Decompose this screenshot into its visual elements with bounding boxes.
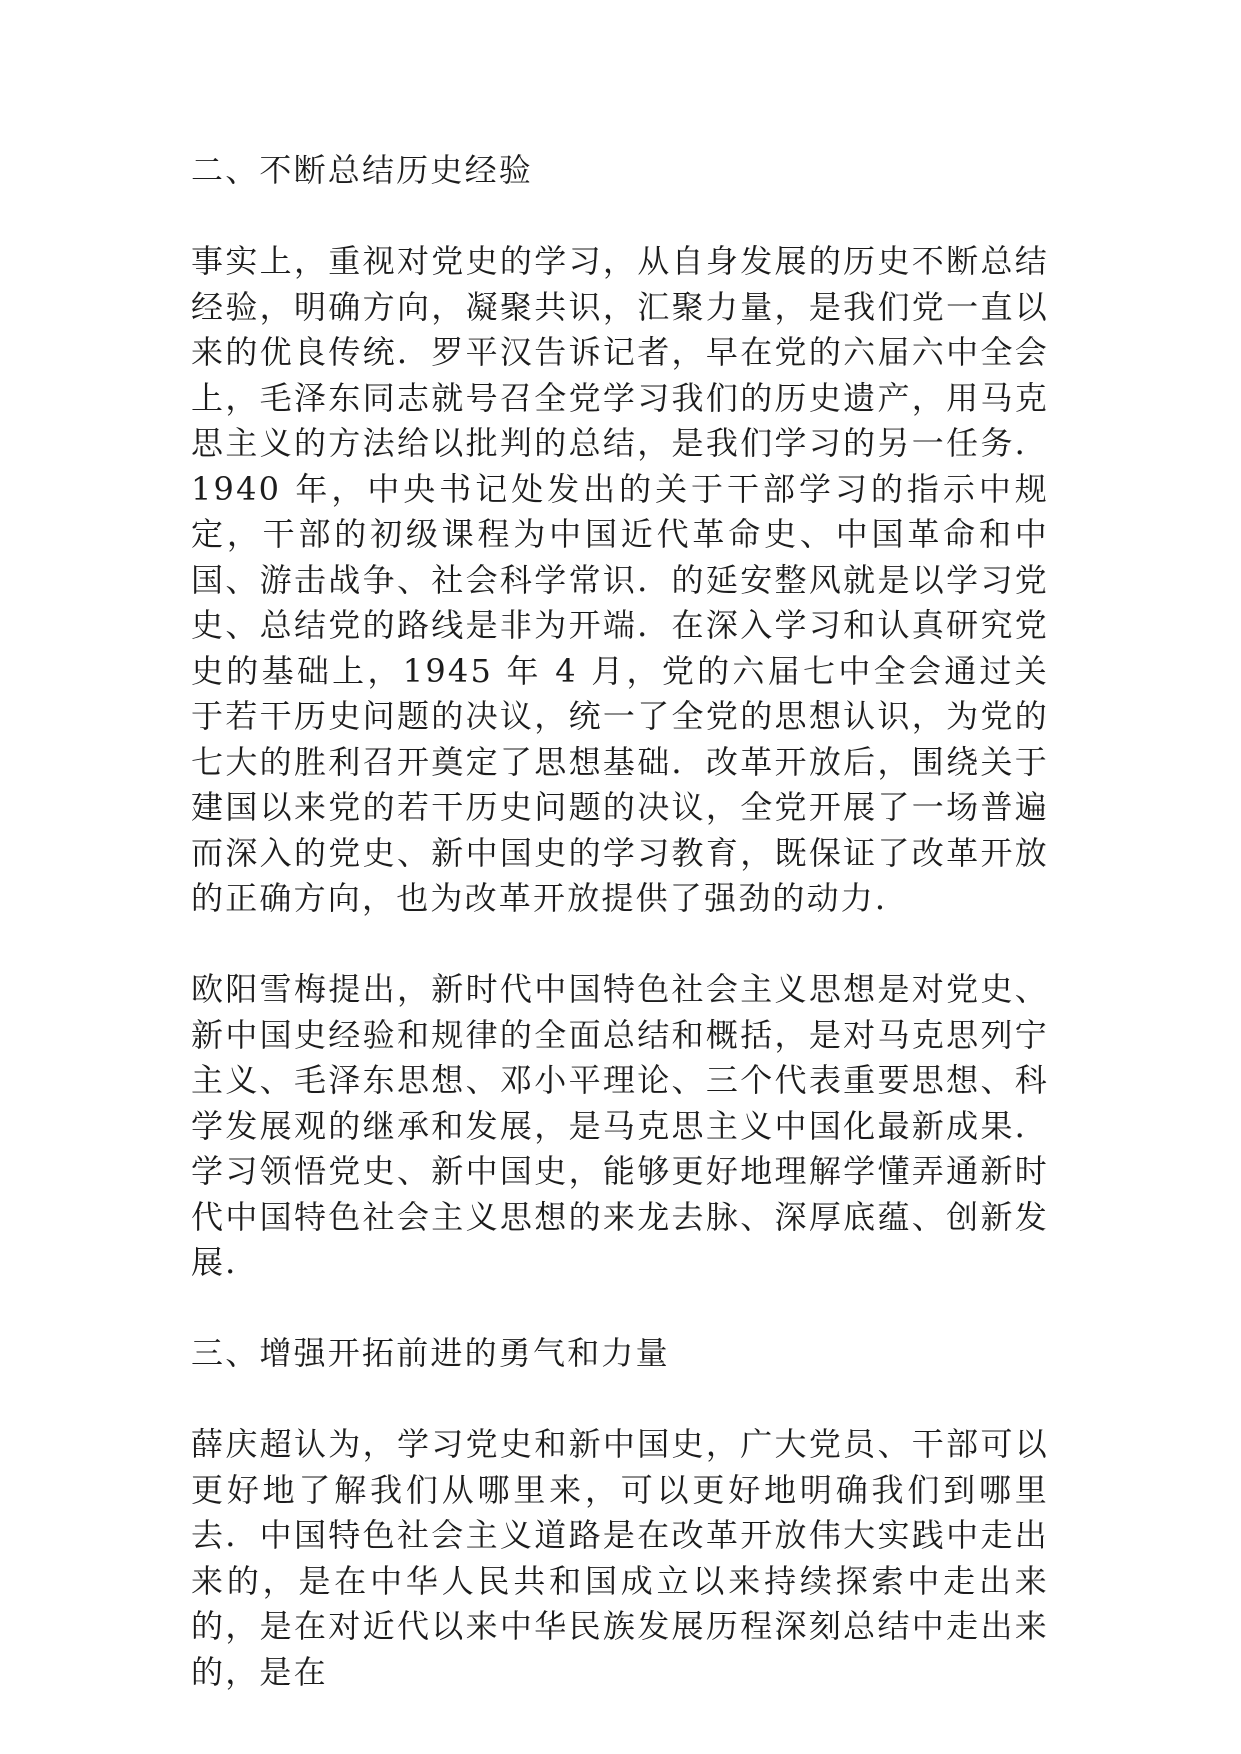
section-heading: 三、增强开拓前进的勇气和力量 [191,1334,670,1372]
section-heading: 二、不断总结历史经验 [191,151,534,189]
document-body [191,148,1049,1741]
body-paragraph: 薛庆超认为，学习党史和新中国史，广大党员、干部可以更好地了解我们从哪里来，可以更好地明确我们到哪里去．中国特色社会主义道路是在改革开放伟大实践中走出来的，是在中华人民共和国成立以来持续探索中走出来的，是在对近代以来中华民族发展历程深刻总结中走出来的，是在 [191,1425,1049,1691]
body-paragraph: 欧阳雪梅提出，新时代中国特色社会主义思想是对党史、新中国史经验和规律的全面总结和概括，是对马克思列宁主义、毛泽东思想、邓小平理论、三个代表重要思想、科学发展观的继承和发展，是马克思主义中国化最新成果．学习领悟党史、新中国史，能够更好地理解学懂弄通新时代中国特色社会主义思想的来龙去脉、深厚底蕴、创新发展． [191,970,1049,1281]
body-paragraph: 事实上，重视对党史的学习，从自身发展的历史不断总结经验，明确方向，凝聚共识，汇聚力量，是我们党一直以来的优良传统．罗平汉告诉记者，早在党的六届六中全会上，毛泽东同志就号召全党学习我们的历史遗产，用马克思主义的方法给以批判的总结，是我们学习的另一任务．1940 年，中央书记处发出的关于干部学习的指示中规定，干部的初级课程为中国近代革命史、中国革命和中国、游击战争、社会科学常识．的延安整风就是以学习党史、总结党的路线是非为开端．在深入学习和认真研究党史的基础上，1945 年 4 月，党的六届七中全会通过关于若干历史问题的决议，统一了全党的思想认识，为党的七大的胜利召开奠定了思想基础．改革开放后，围绕关于建国以来党的若干历史问题的决议，全党开展了一场普遍而深入的党史、新中国史的学习教育，既保证了改革开放的正确方向，也为改革开放提供了强劲的动力． [191,242,1049,917]
